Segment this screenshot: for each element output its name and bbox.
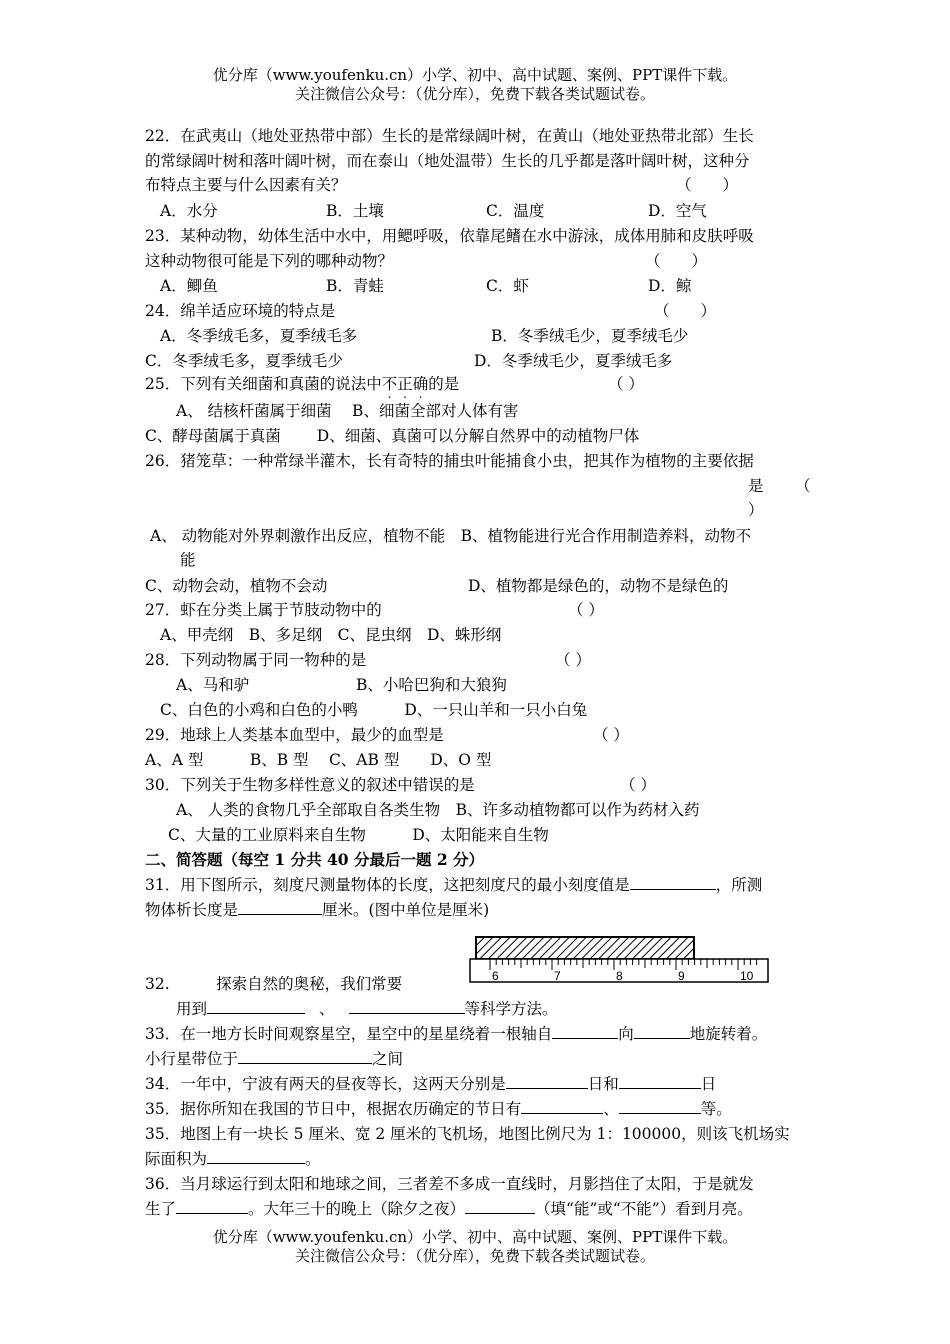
q31-blank-2[interactable] <box>238 900 322 915</box>
q25-options-cd: C、酵母菌属于真菌 D、细菌、真菌可以分解自然界中的动植物尸体 <box>145 427 640 445</box>
q26-tail-1: 是 <box>748 477 764 495</box>
q22-line-3: 布特点主要与什么因素有关？ <box>145 176 347 194</box>
q32-blank-2[interactable] <box>349 999 465 1014</box>
q25-stem: 25．下列有关细菌和真菌的说法中 <box>145 375 382 393</box>
q36-line-1: 36．当月球运行到太阳和地球之间，三者差不多成一直线时，月影挡住了太阳，于是就发 <box>145 1175 754 1193</box>
q25-answer-paren: （ ） <box>608 375 644 393</box>
q26-option-d: D、植物都是绿色的，动物不是绿色的 <box>468 577 729 595</box>
q24-option-b: B．冬季绒毛少，夏季绒毛少 <box>491 327 689 345</box>
q22-line-2: 的常绿阔叶树和落叶阔叶树，而在泰山（地处温带）生长的几乎都是落叶阔叶树，这种分 <box>145 152 750 170</box>
q36-blank-1[interactable] <box>176 1199 248 1214</box>
q30-line-1: 30．下列关于生物多样性意义的叙述中错误的是 <box>145 776 475 794</box>
footer-line-2: 关注微信公众号：（优分库），免费下载各类试题试卷。 <box>294 1247 655 1265</box>
q29-options: A、A 型 B、B 型 C、AB 型 D、O 型 <box>145 751 492 769</box>
q24-option-a: A．冬季绒毛多，夏季绒毛多 <box>160 327 358 345</box>
ruler-label-6: 6 <box>492 969 499 983</box>
q22-option-a: A．水分 <box>160 202 218 220</box>
q24-option-c: C．冬季绒毛多，夏季绒毛少 <box>145 352 343 370</box>
q36-line-2 <box>145 1199 753 1219</box>
q24-answer-paren: （ ） <box>654 302 717 320</box>
q29-line-1: 29．地球上人类基本血型中，最少的血型是 <box>145 726 444 744</box>
footer-line-1: 优分库（www.youfenku.cn）小学、初中、高中试题、案例、PPT课件下载。 <box>212 1228 738 1246</box>
q25-emphasis-3: 确 <box>412 375 429 393</box>
page-header <box>0 66 950 104</box>
q31-text-1: 31．用下图所示，刻度尺测量物体的长度，这把刻度尺的最小刻度值是 <box>145 876 630 894</box>
q35b-blank[interactable] <box>207 1149 305 1164</box>
q30-options-cd: C、大量的工业原料来自生物 D、太阳能来自生物 <box>168 826 549 844</box>
q24-option-d: D．冬季绒毛少，夏季绒毛多 <box>474 352 673 370</box>
q33-text-2: 向 <box>618 1025 634 1043</box>
q35a-text-3: 等。 <box>700 1100 732 1118</box>
measured-object <box>476 937 694 959</box>
q34-blank-1[interactable] <box>506 1074 588 1089</box>
q25-emphasis-2: 正 <box>397 375 413 393</box>
q28-option-b: B、小哈巴狗和大狼狗 <box>356 676 507 694</box>
q35a-line <box>145 1099 732 1119</box>
q33-blank-3[interactable] <box>238 1049 372 1064</box>
q25-line-1 <box>145 374 459 394</box>
q35b-line-2 <box>145 1149 321 1169</box>
q27-answer-paren: （ ） <box>568 601 604 619</box>
q28-options-cd: C、白色的小鸡和白色的小鸭 D、一只山羊和一只小白兔 <box>160 701 588 719</box>
header-line-1: 优分库（www.youfenku.cn）小学、初中、高中试题、案例、PPT课件下载。 <box>212 66 738 84</box>
q33-blank-2[interactable] <box>634 1024 690 1039</box>
q34-blank-2[interactable] <box>619 1074 701 1089</box>
q29-answer-paren: （ ） <box>593 726 629 744</box>
q24-line-1: 24．绵羊适应环境的特点是 <box>145 302 336 320</box>
q35b-line-1: 35．地图上有一块长 5 厘米、宽 2 厘米的飞机场，地图比例尺为 1：100000，则该飞机场实 <box>145 1125 790 1143</box>
q36-text-3: （填“能”或“不能”）看到月亮。 <box>535 1200 753 1218</box>
q25-stem-end: 的是 <box>428 375 460 393</box>
q31-line-1 <box>145 875 762 895</box>
q28-answer-paren: （ ） <box>555 651 591 669</box>
ruler-label-10: 10 <box>740 969 754 983</box>
page-footer <box>0 1228 950 1266</box>
q34-text-1: 34．一年中，宁波有两天的昼夜等长，这两天分别是 <box>145 1075 506 1093</box>
q35b-text-2: 。 <box>305 1150 321 1168</box>
q36-blank-2[interactable] <box>465 1199 535 1214</box>
ruler-label-7: 7 <box>554 969 561 983</box>
q23-line-2: 这种动物很可能是下列的哪种动物？ <box>145 252 394 270</box>
q32-line-1: 32. 探索自然的奥秘，我们常要 <box>145 975 403 993</box>
q23-answer-paren: （ ） <box>645 252 708 270</box>
q32-text-1: 用到 <box>176 1000 208 1018</box>
q33-text-3: 地旋转着。 <box>689 1025 768 1043</box>
q23-option-a: A．鲫鱼 <box>160 277 218 295</box>
q35a-text-1: 35．据你所知在我国的节日中，根据农历确定的节日有 <box>145 1100 522 1118</box>
q22-answer-paren: （ ） <box>676 176 739 194</box>
q27-options: A、甲壳纲 B、多足纲 C、昆虫纲 D、蛛形纲 <box>160 626 502 644</box>
q22-line-1: 22．在武夷山（地处亚热带中部）生长的是常绿阔叶树，在黄山（地处亚热带北部）生长 <box>145 127 754 145</box>
q26-option-ab: A、 动物能对外界刺激作出反应，植物不能 B、植物能进行光合作用制造养料，动物不 <box>150 527 752 545</box>
q31-text-2: ，所测 <box>715 876 763 894</box>
section-2-title: 二、简答题（每空 1 分共 40 分最后一题 2 分） <box>145 850 485 869</box>
q30-options-ab: A、 人类的食物几乎全部取自各类生物 B、许多动植物都可以作为药材入药 <box>176 801 700 819</box>
q28-option-a: A、马和驴 <box>176 676 250 694</box>
ruler-label-9: 9 <box>678 969 685 983</box>
q23-line-1: 23．某种动物，幼体生活中水中，用鳃呼吸，依靠尾鳍在水中游泳，成体用肺和皮肤呼吸 <box>145 227 754 245</box>
q28-line-1: 28．下列动物属于同一物种的是 <box>145 651 367 669</box>
q33-text-4: 小行星带位于 <box>145 1050 239 1068</box>
q35a-blank-1[interactable] <box>521 1099 603 1114</box>
q27-line-1: 27．虾在分类上属于节肢动物中的 <box>145 601 382 619</box>
q26-option-c: C、动物会动，植物不会动 <box>145 577 328 595</box>
q36-text-2: 。大年三十的晚上（除夕之夜） <box>248 1200 466 1218</box>
q34-text-2: 日和 <box>587 1075 619 1093</box>
q34-line <box>145 1074 716 1094</box>
q26-tail-2: （ <box>795 477 811 495</box>
q33-line-2 <box>145 1049 403 1069</box>
q35b-text-1: 际面积为 <box>145 1150 208 1168</box>
q32-line-2 <box>176 999 558 1019</box>
q22-option-b: B．土壤 <box>326 202 384 220</box>
q25-options-ab: A、 结核杆菌属于细菌 B、细菌全部对人体有害 <box>176 402 519 420</box>
q31-line-2 <box>145 900 489 920</box>
q33-text-1: 33．在一地方长时间观察星空，星空中的星星绕着一根轴自 <box>145 1025 553 1043</box>
q23-option-c: C．虾 <box>486 277 529 295</box>
q22-option-d: D．空气 <box>648 202 707 220</box>
q35a-blank-2[interactable] <box>619 1099 701 1114</box>
q25-emphasis-1: 不 <box>381 375 398 393</box>
q22-option-c: C．温度 <box>486 202 545 220</box>
ruler-figure <box>468 936 772 986</box>
q31-blank-1[interactable] <box>630 875 716 890</box>
header-line-2: 关注微信公众号：（优分库），免费下载各类试题试卷。 <box>294 85 655 103</box>
q32-text-2: 、 <box>319 1000 335 1018</box>
q34-text-3: 日 <box>700 1075 717 1093</box>
q32-text-3: 等科学方法。 <box>464 1000 558 1018</box>
q33-line-1 <box>145 1024 767 1044</box>
ruler-label-8: 8 <box>616 969 623 983</box>
q35a-text-2: 、 <box>603 1100 619 1118</box>
q33-blank-1[interactable] <box>552 1024 618 1039</box>
q26-option-ab-cont: 能 <box>180 551 196 569</box>
q31-text-4: 厘米。(图中单位是厘米) <box>322 901 490 919</box>
q32-blank-1[interactable] <box>207 999 305 1014</box>
q33-text-5: 之间 <box>372 1050 404 1068</box>
q36-text-1: 生了 <box>145 1200 177 1218</box>
q26-line-1: 26．猪笼草：一种常绿半灌木，长有奇特的捕虫叶能捕食小虫，把其作为植物的主要依据 <box>145 452 754 470</box>
q26-tail-3: ） <box>748 501 764 519</box>
q23-option-d: D．鲸 <box>648 277 692 295</box>
q31-text-3: 物体析长度是 <box>145 901 239 919</box>
q30-answer-paren: （ ） <box>620 776 656 794</box>
q23-option-b: B．青蛙 <box>326 277 384 295</box>
